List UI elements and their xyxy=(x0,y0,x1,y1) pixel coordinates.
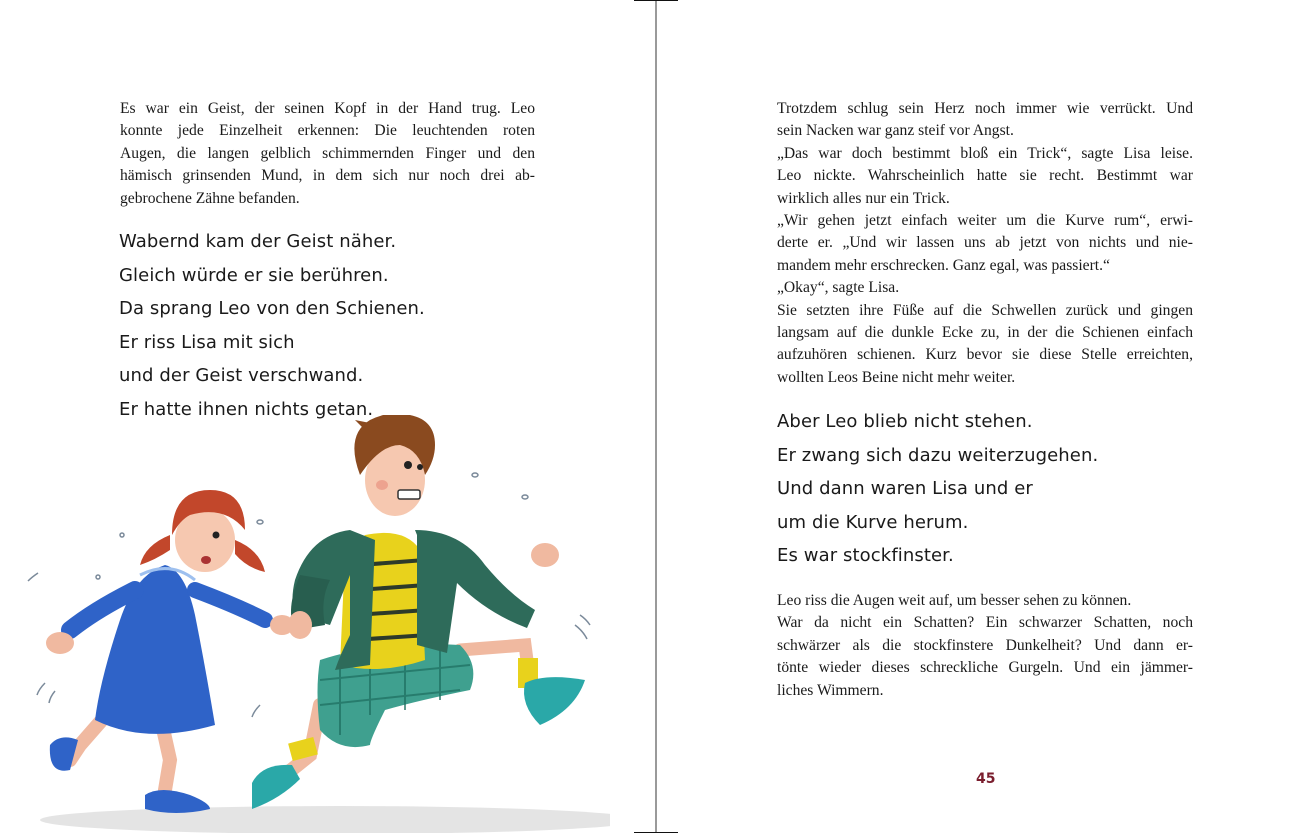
text-line: derte er. „Und wir lassen uns ab jetzt von nichts und nie- xyxy=(777,234,1193,252)
left-page-paragraph xyxy=(120,98,535,210)
left-page-reader-lines xyxy=(119,225,425,427)
text-line: wirklich alles nur ein Trick. xyxy=(777,189,950,207)
text-line: Leo riss die Augen weit auf, um besser sehen zu können. xyxy=(777,592,1132,609)
right-page xyxy=(658,0,1313,833)
running-children-illustration xyxy=(20,415,610,833)
left-page xyxy=(0,0,656,833)
reader-line: Da sprang Leo von den Schienen. xyxy=(119,298,425,320)
text-line: konnte jede Einzelheit erkennen: Die leuchtenden roten xyxy=(120,122,535,140)
text-line: schwärzer als die stockfinstere Dunkelheit? Und dann er- xyxy=(777,636,1193,654)
girl-figure xyxy=(46,490,294,813)
text-line: aufzuhören schienen. Kurz bevor sie diese Stelle erreichten, xyxy=(777,346,1193,364)
reader-line: Er hatte ihnen nichts getan. xyxy=(119,398,374,420)
text-line: „Wir gehen jetzt einfach weiter um die Kurve rum“, erwi- xyxy=(777,212,1193,230)
text-line: „Das war doch bestimmt bloß ein Trick“, sagte Lisa leise. xyxy=(777,144,1193,162)
text-line: „Okay“, sagte Lisa. xyxy=(777,279,900,297)
text-line: Leo nickte. Wahrscheinlich hatte sie recht. Bestimmt war xyxy=(777,167,1193,185)
text-line: gebrochene Zähne befanden. xyxy=(120,189,300,207)
text-line: sein Nacken war ganz steif vor Angst. xyxy=(777,122,1014,140)
ground-shadow xyxy=(40,806,610,833)
reader-line: Aber Leo blieb nicht stehen. xyxy=(777,411,1033,432)
reader-line: um die Kurve herum. xyxy=(777,511,969,533)
page-number: 45 xyxy=(976,771,996,787)
text-line: Trotzdem schlug sein Herz noch immer wie verrückt. Und xyxy=(777,100,1193,117)
text-line: langsam auf die dunkle Ecke zu, in der die Schienen einfach xyxy=(777,324,1193,342)
text-line: Augen, die langen gelblich schimmernden Finger und den xyxy=(120,144,535,162)
text-line: liches Wimmern. xyxy=(777,681,884,699)
boy-figure xyxy=(252,415,585,809)
reader-line: Gleich würde er sie berühren. xyxy=(119,264,389,286)
book-gutter xyxy=(655,0,657,833)
reader-line: Er zwang sich dazu weiterzugehen. xyxy=(777,444,1099,466)
text-line: Sie setzten ihre Füße auf die Schwellen zurück und gingen xyxy=(777,301,1193,319)
text-line: mandem mehr erschrecken. Ganz egal, was passiert.“ xyxy=(777,256,1110,274)
right-page-paragraph-1 xyxy=(777,98,1193,389)
text-line: wollten Leos Beine nicht mehr weiter. xyxy=(777,368,1016,386)
reader-line: Und dann waren Lisa und er xyxy=(777,478,1033,500)
reader-line: Er riss Lisa mit sich xyxy=(119,331,295,353)
text-line: Es war ein Geist, der seinen Kopf in der Hand trug. Leo xyxy=(120,100,535,117)
text-line: tönte wieder dieses schreckliche Gurgeln. Und ein jämmer- xyxy=(777,659,1193,677)
right-page-reader-lines xyxy=(777,405,1098,573)
text-line: hämisch grinsenden Mund, in dem sich nur noch drei ab- xyxy=(120,167,535,185)
reader-line: und der Geist verschwand. xyxy=(119,365,364,387)
right-page-paragraph-2 xyxy=(777,590,1193,702)
text-line: War da nicht ein Schatten? Ein schwarzer Schatten, noch xyxy=(777,614,1193,632)
reader-line: Wabernd kam der Geist näher. xyxy=(119,231,397,252)
reader-line: Es war stockfinster. xyxy=(777,545,954,567)
